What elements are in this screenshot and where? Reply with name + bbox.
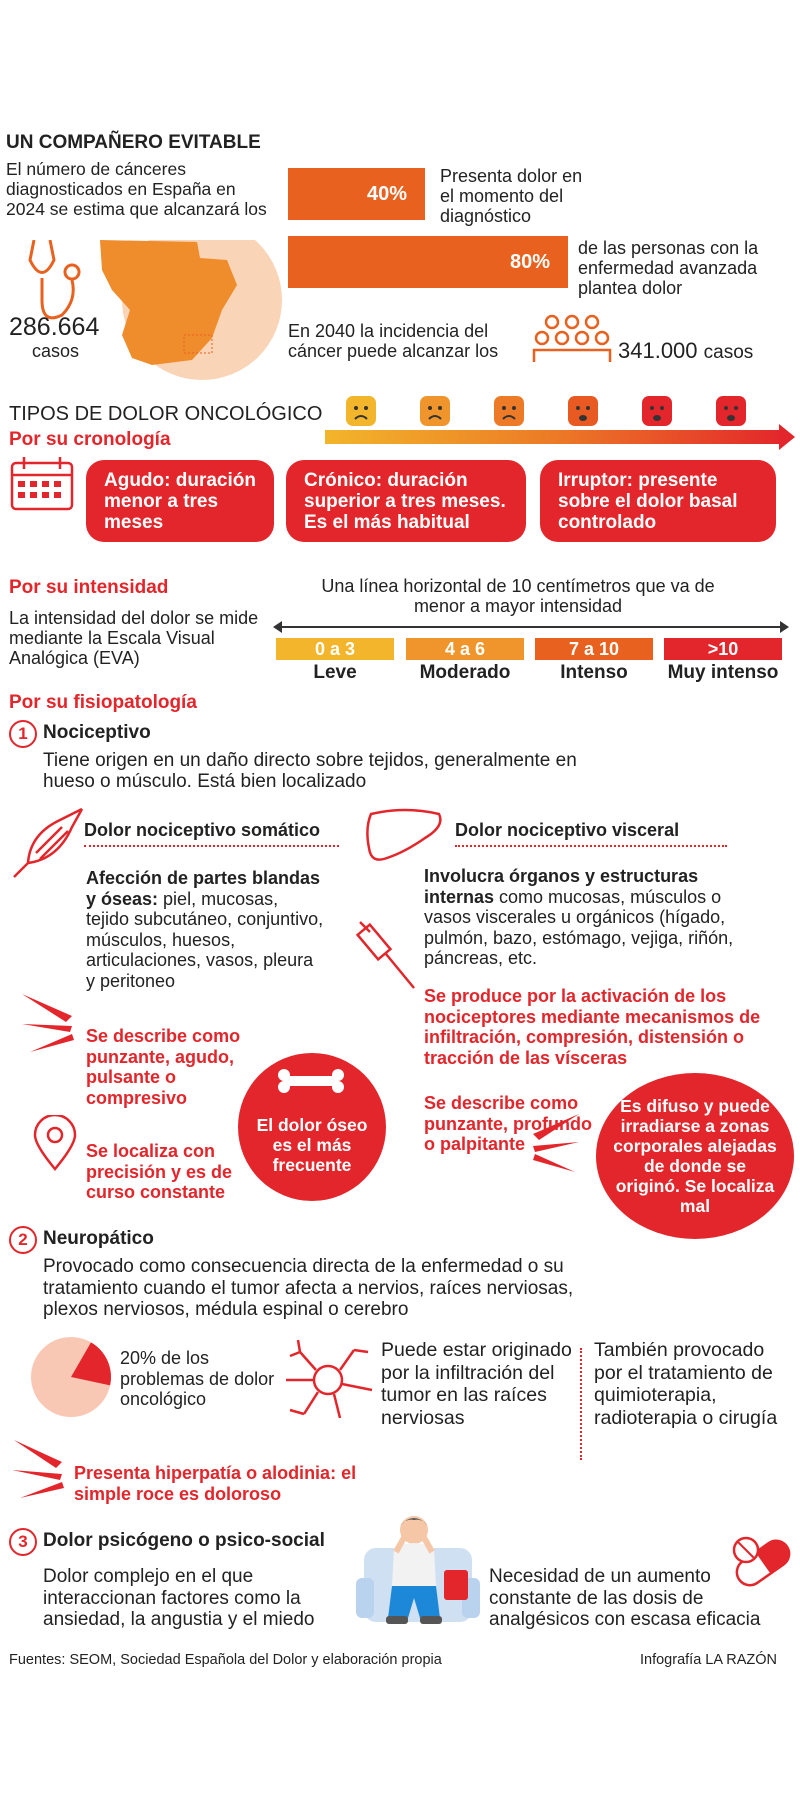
intensity-description: La intensidad del dolor se mide mediante la Escala Visual Analógica (EVA) [9,608,259,668]
eva-line [278,626,784,628]
types-title: TIPOS DE DOLOR ONCOLÓGICO [9,403,323,425]
neuropathic-title: Neuropático [43,1228,154,1249]
pain-face-icon [494,396,524,426]
visceral-mechanism: Se produce por la activación de los nociceptores mediante mecanismos de infiltración, compresión, distensión o tracción de las vísceras [424,986,761,1068]
credit: Infografía LA RAZÓN [640,1652,778,1668]
pain-burst-icon-3 [12,1436,68,1500]
eva-box-muy-intenso: >10 [664,638,782,660]
projection-value: 341.000 casos [618,338,754,363]
nociceptive-text: Tiene origen en un daño directo sobre tejidos, generalmente en hueso o músculo. Está bien localizado [43,750,577,792]
eva-label-moderado: Moderado [419,662,511,683]
cases-value: 286.664 [9,313,100,341]
eva-label-muy-intenso: Muy intenso [667,662,779,683]
pain-burst-icon [22,990,78,1054]
somatic-describe: Se describe como punzante, agudo, pulsante o compresivo [86,1026,241,1108]
page-title: UN COMPAÑERO EVITABLE [6,132,261,153]
eva-box-leve: 0 a 3 [276,638,394,660]
neuron-icon [282,1338,376,1422]
pills-icon [728,1532,798,1594]
cases-unit: casos [32,341,80,361]
neuropathic-treatment: También provocado por el tratamiento de quimioterapia, radioterapia o cirugía [594,1339,778,1429]
pain-face-icon [642,396,672,426]
neuropathic-hyper: Presenta hiperpatía o alodinia: el simple roce es doloroso [74,1463,357,1504]
eva-label-intenso: Intenso [560,662,628,683]
calendar-icon [10,455,74,511]
bone-icon [276,1068,346,1094]
neuropathic-origin: Puede estar originado por la infiltración del tumor en las raíces nerviosas [381,1339,572,1429]
physio-heading: Por su fisiopatología [9,692,197,713]
pain-faces [346,396,756,426]
chrono-breakthrough: Irruptor: presente sobre el dolor basal controlado [540,460,776,542]
people-icon [532,314,612,364]
visceral-describe: Se describe como punzante, profundo o palpitante [424,1093,592,1154]
eva-box-moderado: 4 a 6 [406,638,524,660]
neuropathic-share-pie [30,1336,112,1418]
muscle-icon [10,805,86,881]
distressed-person-illustration [356,1512,480,1638]
pain-burst-icon-2 [531,1110,579,1174]
intensity-heading: Por su intensidad [9,577,169,598]
chrono-chronic: Crónico: duración superior a tres meses. Es el más habitual [286,460,526,542]
bar-80-text: de las personas con la enfermedad avanzada plantea dolor [578,238,759,298]
neuropathic-share-text: 20% de los problemas de dolor oncológico [120,1348,275,1409]
sources: Fuentes: SEOM, Sociedad Española del Dolor y elaboración propia [9,1652,442,1668]
visceral-title: Dolor nociceptivo visceral [455,820,680,840]
number-badge-1: 1 [9,720,37,748]
chrono-heading: Por su cronología [9,429,171,450]
visceral-involves: Involucra órganos y estructuras internas como mucosas, músculos o vasos viscerales u orgánicos (hígado, pulmón, bazo, estómago, vejiga, riñón, páncreas, etc. [424,866,734,968]
pain-face-icon [346,396,376,426]
somatic-localize: Se localiza con precisión y es de curso constante [86,1141,233,1202]
eva-label-leve: Leve [313,662,357,683]
stethoscope-icon [30,240,79,318]
pain-face-icon [716,396,746,426]
bar-40: 40% [288,168,425,220]
eva-box-intenso: 7 a 10 [535,638,653,660]
number-badge-2: 2 [9,1226,37,1254]
projection-text: En 2040 la incidencia del cáncer puede alcanzar los [288,321,499,361]
psychogenic-text: Dolor complejo en el que interaccionan factores como la ansiedad, la angustia y el miedo [43,1566,315,1630]
visceral-diffuse-circle: Es difuso y puede irradiarse a zonas corporales alejadas de donde se originó. Se localiza mal [596,1073,794,1239]
pain-gradient-arrow [325,430,795,444]
somatic-title: Dolor nociceptivo somático [84,820,321,840]
intro-text: El número de cánceres diagnosticados en España en 2024 se estima que alcanzará los [6,159,267,219]
somatic-affect: Afección de partes blandas y óseas: piel, mucosas, tejido subcutáneo, conjuntivo, músculos, huesos, articulaciones, vasos, pleura y peritoneo [86,868,324,991]
psychogenic-title: Dolor psicógeno o psico-social [43,1530,325,1551]
chrono-acute: Agudo: duración menor a tres meses [86,460,274,542]
bar-80: 80% [288,236,568,288]
bone-circle: El dolor óseo es el más frecuente [238,1053,386,1201]
syringe-icon [356,918,416,990]
pain-face-icon [420,396,450,426]
neuropathic-text: Provocado como consecuencia directa de la enfermedad o su tratamiento cuando el tumor afecta a nervios, raíces nerviosas, plexos nerviosos, médula espinal o cerebro [43,1256,574,1320]
psychogenic-need: Necesidad de un aumento constante de las dosis de analgésicos con escasa eficacia [489,1566,761,1630]
eva-line-text: Una línea horizontal de 10 centímetros que va de menor a mayor intensidad [321,576,715,616]
location-pin-icon [33,1115,77,1171]
nociceptive-title: Nociceptivo [43,722,151,743]
liver-icon [365,808,445,866]
bar-40-text: Presenta dolor en el momento del diagnóstico [440,166,583,226]
number-badge-3: 3 [9,1528,37,1556]
pain-face-icon [568,396,598,426]
